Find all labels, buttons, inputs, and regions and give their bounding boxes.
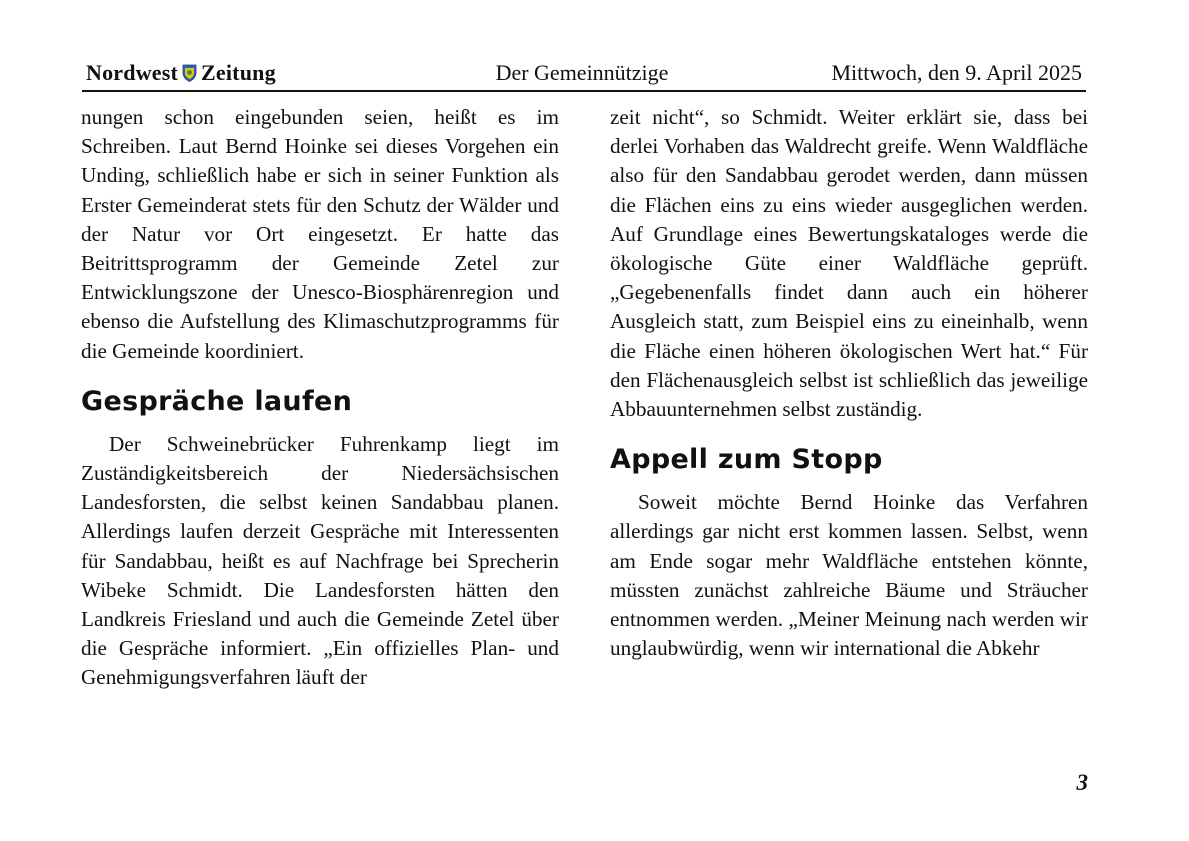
brand-name-part2: Zeitung xyxy=(201,60,276,85)
coat-of-arms-icon xyxy=(182,64,197,82)
subheading: Gespräche laufen xyxy=(81,385,353,417)
article-paragraph: Soweit möchte Bernd Hoinke das Verfahren allerdings gar nicht erst kommen lassen. Selbst, wenn am Ende sogar mehr Waldfläche entstehen könnte, müssten zunächst zahlreiche Bäume und Sträucher entnommen werden. „Meiner Meinung nach werden wir unglaubwürdig, wenn wir international die Abkehr xyxy=(610,490,1088,661)
article-paragraph: zeit nicht“, so Schmidt. Weiter erklärt sie, dass bei derlei Vorhaben das Waldrecht greife. Wenn Waldfläche also für den Sandabbau gerodet werden, dann müssen die Flächen eins zu eins wieder ausgeglichen werden. Auf Grundlage eines Bewertungskataloges werde die ökologische Güte einer Waldfläche geprüft. „Gegebenenfalls findet dann auch ein höherer Ausgleich statt, zum Beispiel eins zu eineinhalb, wenn die Fläche einen höheren ökologischen Wert hat.“ Für den Flächenausgleich selbst ist schließlich das jeweilige Abbauunternehmen selbst zuständig. xyxy=(610,105,1088,422)
issue-date: Mittwoch, den 9. April 2025 xyxy=(831,60,1082,85)
subheading: Appell zum Stopp xyxy=(610,444,883,476)
article-column-right xyxy=(610,103,1088,663)
article-paragraph: nungen schon eingebunden seien, heißt es im Schreiben. Laut Bernd Hoinke sei dieses Vorgehen ein Unding, schließlich habe er sich in seiner Funktion als Erster Gemeinderat stets für den Schutz der Wälder und der Natur vor Ort eingesetzt. Er hatte das Beitrittsprogramm der Gemeinde Zetel zur Entwicklungszone der Unesco-Biosphärenregion und ebenso die Aufstellung des Klimaschutzprogramms für die Gemeinde koordiniert. xyxy=(81,105,559,363)
page-number: 3 xyxy=(1076,770,1088,795)
brand-name-part1: Nordwest xyxy=(86,60,179,85)
page-header xyxy=(82,58,1086,92)
article-paragraph: Der Schweinebrücker Fuhrenkamp liegt im Zuständigkeitsbereich der Niedersächsischen Landesforsten, die selbst keinen Sandabbau planen. Allerdings laufen derzeit Gespräche mit Interessenten für Sandabbau, heißt es auf Nachfrage bei Sprecherin Wibeke Schmidt. Die Landesforsten hätten den Landkreis Friesland und auch die Gemeinde Zetel über die Gespräche informiert. „Ein offizielles Plan- und Genehmigungsverfahren läuft der xyxy=(81,431,559,690)
article-column-left xyxy=(81,103,559,693)
newspaper-logo xyxy=(86,60,276,86)
section-title: Der Gemeinnützige xyxy=(495,60,669,85)
